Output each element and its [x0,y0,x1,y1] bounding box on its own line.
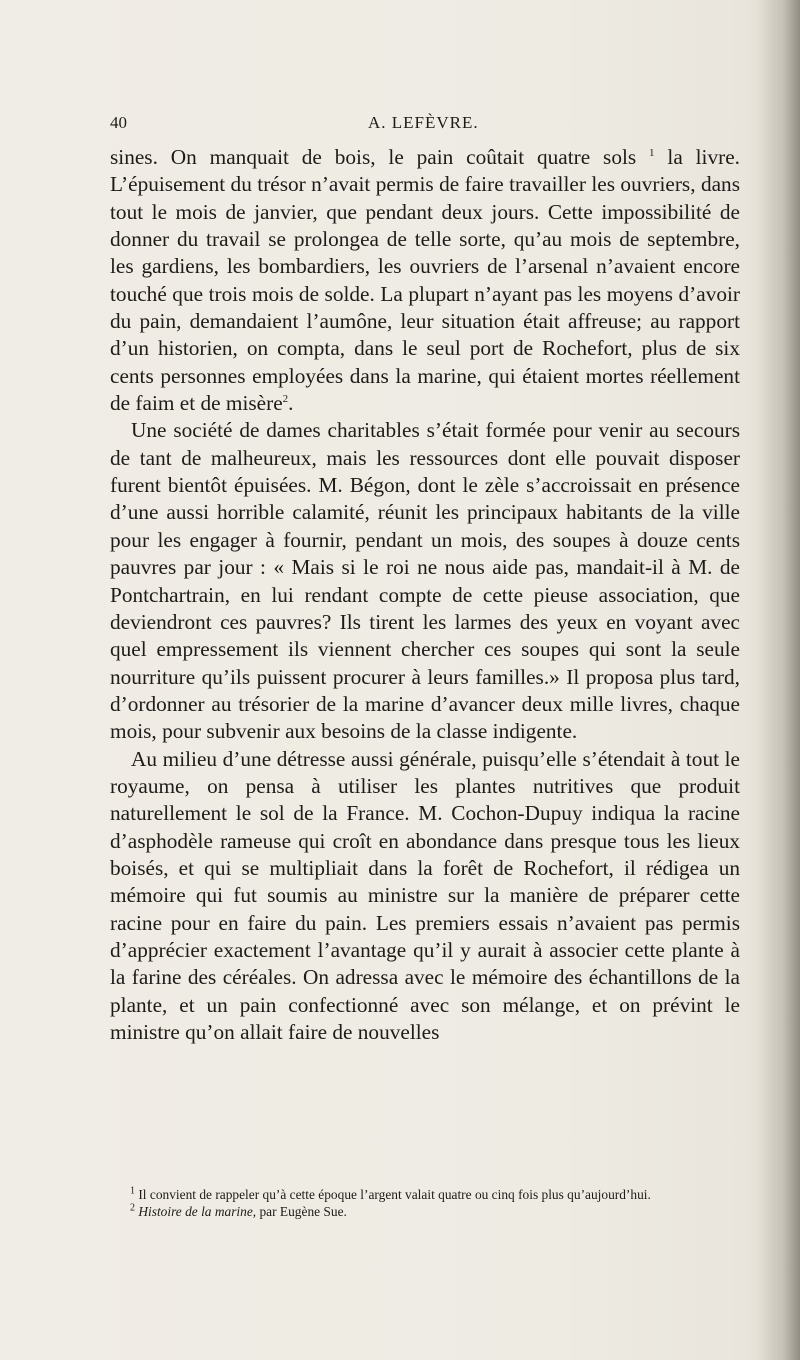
footnote-mark: 1 [130,1185,135,1197]
running-head [110,113,740,137]
page-number: 40 [110,113,127,132]
footnote-text: Il convient de rappeler qu’à cette époque l’argent valait quatre ou cinq fois plus qu’aujourd’hui. [135,1187,651,1202]
footnote [110,1203,740,1220]
footnote-reference: 1 [649,146,655,159]
footnotes [110,1186,740,1220]
paragraph [110,417,740,745]
footnote [110,1186,740,1203]
text-segment: Au milieu d’une détresse aussi générale, puisqu’elle s’étendait à tout le royaume, on pensa à utiliser les plantes nutritives que produit naturellement le sol de la France. M. Cochon-Dupuy indiqua la racine d’asphodèle rameuse qui croît en abondance dans presque tous les lieux boisés, et qui se multipliait dans la forêt de Rochefort, il rédigea un mémoire qui fut soumis au ministre sur la manière de préparer cette racine pour en faire du pain. Les premiers essais n’avaient pas permis d’apprécier exactement l’avantage qu’il y aurait à associer cette plante à la farine des céréales. On adressa avec le mémoire des échantillons de la plante, et un pain confectionné avec son mélange, et on prévint le ministre qu’on allait faire de nouvelles [110,746,740,1044]
text-segment: la livre. L’épuisement du trésor n’avait permis de faire travailler les ouvriers, dans tout le mois de janvier, que pendant deux jours. Cette impossibilité de donner du travail se prolongea de telle sorte, qu’au mois de septembre, les gardiens, les bombardiers, les ouvriers de l’arsenal n’avaient encore touché que trois mois de solde. La plupart n’ayant pas les moyens d’avoir du pain, demandaient l’aumône, leur situation était affreuse; au rapport d’un historien, on compta, dans le seul port de Rochefort, plus de six cents personnes employées dans la marine, qui étaient mortes réellement de faim et de misère [110,145,740,416]
text-segment: sines. On manquait de bois, le pain coûtait quatre sols [110,145,650,169]
paragraph [110,746,740,1047]
text-segment: . [288,391,294,416]
body-text [110,144,740,1046]
footnote-text: par Eugène Sue. [256,1204,347,1219]
running-title: A. LEFÈVRE. [368,113,479,132]
paragraph [110,144,740,417]
footnote-reference: 2 [282,393,289,405]
page-edge-shadow [758,0,800,1360]
footnote-mark: 2 [130,1202,135,1214]
footnote-title: Histoire de la marine, [138,1204,257,1219]
text-segment: Une société de dames charitables s’était formée pour venir au secours de tant de malheureux, mais les ressources dont elle pouvait disposer furent bientôt épuisées. M. Bégon, dont le zèle s’accroissait en présence d’une aussi horrible calamité, réunit les principaux habitants de la ville pour les engager à fournir, pendant un mois, des soupes à douze cents pauvres par jour : « Mais si le roi ne nous aide pas, mandait-il à M. de Pontchartrain, en lui rendant compte de cette pieuse association, que deviendront ces pauvres? Ils tirent les larmes des yeux en voyant avec quel empressement ils viennent chercher ces soupes qui sont la seule nourriture qu’ils puissent procurer à leurs familles.» Il proposa plus tard, d’ordonner au trésorier de la marine d’avancer deux mille livres, chaque mois, pour subvenir aux besoins de la classe indigente. [110,418,740,744]
